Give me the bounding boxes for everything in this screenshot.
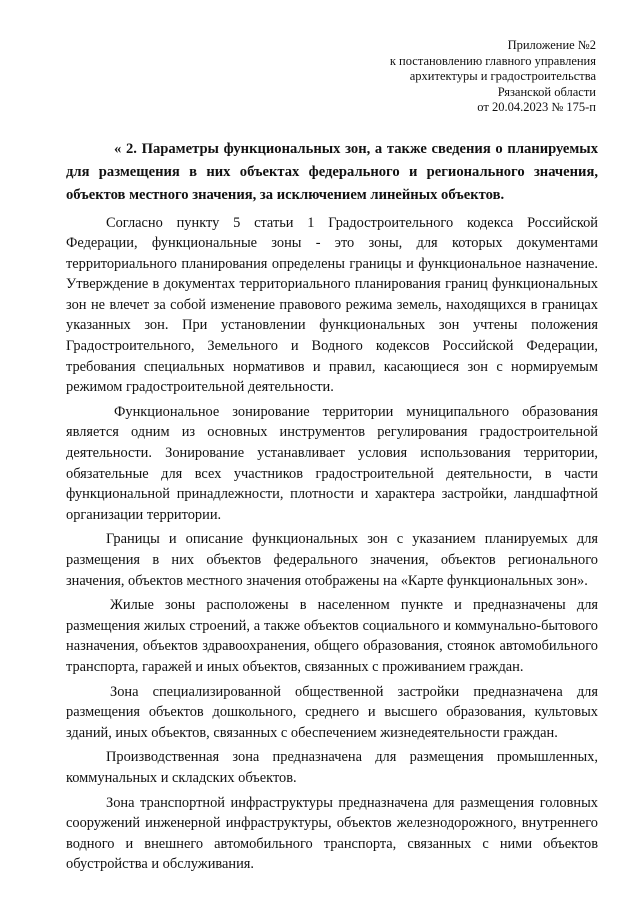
paragraph-zone-borders: Границы и описание функциональных зон с указанием планируемых для размещения в них объектов федерального значения, объектов регионального значения, объектов местного значения отображены на «Карте функциональных зон». — [66, 531, 598, 589]
paragraph-industrial-zone: Производственная зона предназначена для размещения промышленных, коммунальных и складских объектов. — [66, 749, 598, 786]
paragraph-residential-zones: Жилые зоны расположены в населенном пункте и предназначены для размещения жилых строений, а также объектов социального и коммунально-бытового назначения, объектов здравоохранения, общего образования, стоянок автомобильного транспорта, гаражей и иных объектов, связанных с проживанием граждан. — [66, 597, 598, 675]
appendix-number: Приложение №2 — [507, 38, 596, 52]
paragraph-functional-zones-definition: Согласно пункту 5 статьи 1 Градостроительного кодекса Российской Федерации, функциональные зоны - это зоны, для которых документами территориального планирования определены границы и функциональное назначение. Утверждение в документах территориального планирования границ функциональных зон не влечет за собой изменение правового режима земель, находящихся в границах указанных зон. При установлении функциональных зон учтены положения Градостроительного, Земельного и Водного кодексов Российской Федерации, требования специальных нормативов и правил, касающиеся зон с нормируемым режимом градостроительной деятельности. — [66, 214, 598, 396]
appendix-date-number: от 20.04.2023 № 175-п — [477, 100, 596, 114]
section-title: « 2. Параметры функциональных зон, а также сведения о планируемых для размещения в них объектах федерального и регионального значения, объектов местного значения, за исключением линейных объектов. — [66, 140, 598, 203]
appendix-resolution: к постановлению главного управления — [389, 53, 596, 68]
paragraph-transport-zone: Зона транспортной инфраструктуры предназначена для размещения головных сооружений инженерной инфраструктуры, объектов железнодорожного, внутреннего водного и внешнего автомобильного транспорта, связанных с ними объектов обустройства и обслуживания. — [66, 794, 598, 873]
appendix-region: Рязанской области — [497, 84, 596, 99]
paragraph-public-development-zone: Зона специализированной общественной застройки предназначена для размещения объектов дошкольного, среднего и высшего образования, культовых зданий, иных объектов, связанных с обеспечением жизнедеятельности граждан. — [66, 683, 598, 741]
paragraph-functional-zoning: Функциональное зонирование территории муниципального образования является одним из основных инструментов регулирования градостроительной деятельности. Зонирование устанавливает условия использования территории, обязательные для всех участников градостроительной деятельности, в части функциональной принадлежности, плотности и характера застройки, ландшафтной организации территории. — [66, 403, 598, 523]
appendix-authority: архитектуры и градостроительства — [409, 69, 596, 83]
appendix-header — [66, 38, 598, 116]
